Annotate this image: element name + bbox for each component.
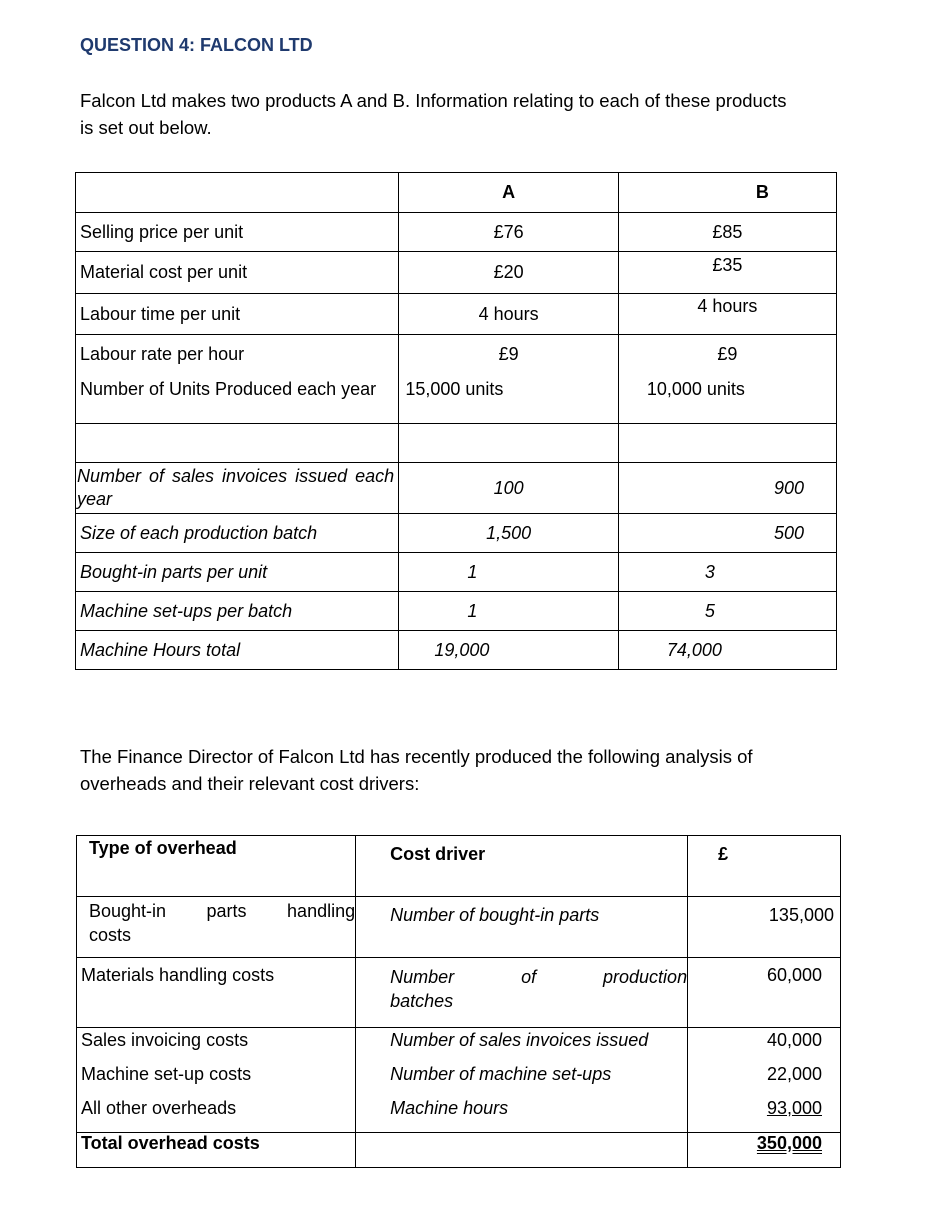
row-value-b: 74,000 (618, 631, 836, 670)
row-value-b: £35 (618, 252, 836, 294)
table-spacer-row (76, 424, 837, 463)
table-row (76, 294, 837, 335)
row-label: Selling price per unit (76, 213, 399, 252)
row-value-a: £20 (399, 252, 618, 294)
row-value-a: 4 hours (399, 294, 618, 335)
row-cost-driver: Number of bought-in parts (356, 897, 688, 958)
row-value-b: £85 (618, 213, 836, 252)
table-row (76, 592, 837, 631)
row-overhead-type: Machine set-up costs (77, 1064, 356, 1098)
row-label: Machine Hours total (76, 631, 399, 670)
table-total-row (77, 1133, 841, 1168)
header-product-b: B (618, 173, 836, 213)
row-value-b: 4 hours (618, 294, 836, 335)
row-label: Number of sales invoices issued each year (76, 463, 399, 514)
row-label: Size of each production batch (76, 514, 399, 553)
table-row (76, 514, 837, 553)
row-value-a: 100 (399, 463, 618, 514)
row-overhead-type: Materials handling costs (77, 958, 356, 1028)
row-amount: 40,000 (688, 1028, 841, 1065)
row-amount (688, 1098, 841, 1133)
row-value-b: £9 (618, 335, 836, 374)
table-row (76, 213, 837, 252)
header-cost-driver: Cost driver (356, 836, 688, 897)
intro-paragraph: Falcon Ltd makes two products A and B. Information relating to each of these products is set out below. (80, 90, 787, 138)
row-value-a: 1,500 (399, 514, 618, 553)
table-row (76, 252, 837, 294)
overheads-table (76, 835, 841, 1168)
table-row (77, 1064, 841, 1098)
row-label: Labour time per unit (76, 294, 399, 335)
row-value-b: 10,000 units (618, 373, 836, 424)
row-overhead-type: Bought-in parts handling costs (77, 897, 356, 958)
table-row (76, 463, 837, 514)
row-value-b: 3 (618, 553, 836, 592)
header-blank (76, 173, 399, 213)
header-product-a: A (399, 173, 618, 213)
product-info-table (75, 172, 837, 670)
row-value-a: 1 (399, 553, 618, 592)
row-cost-driver: Number of production batches (356, 958, 688, 1028)
row-label: Material cost per unit (76, 252, 399, 294)
header-pound: £ (688, 836, 841, 897)
table-header-row (77, 836, 841, 897)
row-value-a: 1 (399, 592, 618, 631)
row-value-b: 900 (618, 463, 836, 514)
row-amount: 22,000 (688, 1064, 841, 1098)
row-value-a: £9 (399, 335, 618, 374)
row-overhead-type: All other overheads (77, 1098, 356, 1133)
row-overhead-type: Sales invoicing costs (77, 1028, 356, 1065)
page-title: QUESTION 4: FALCON LTD (80, 35, 313, 55)
row-value-b: 5 (618, 592, 836, 631)
row-label: Number of Units Produced each year (76, 373, 399, 424)
overheads-paragraph: The Finance Director of Falcon Ltd has recently produced the following analysis of overheads and their relevant cost drivers: (80, 746, 753, 794)
row-cost-driver: Number of machine set-ups (356, 1064, 688, 1098)
row-amount-value: 93,000 (766, 1098, 822, 1118)
row-value-a: 19,000 (399, 631, 618, 670)
table-row (76, 553, 837, 592)
table-row (76, 631, 837, 670)
row-amount: 135,000 (688, 897, 841, 958)
table-row (76, 335, 837, 374)
table-row (77, 1028, 841, 1065)
row-label: Labour rate per hour (76, 335, 399, 374)
table-header-row (76, 173, 837, 213)
header-overhead-type: Type of overhead (77, 836, 356, 897)
row-label: Machine set-ups per batch (76, 592, 399, 631)
row-cost-driver: Number of sales invoices issued (356, 1028, 688, 1065)
total-label: Total overhead costs (77, 1133, 356, 1168)
total-amount (688, 1133, 841, 1168)
row-value-a: 15,000 units (399, 373, 618, 424)
row-cost-driver: Machine hours (356, 1098, 688, 1133)
row-label: Bought-in parts per unit (76, 553, 399, 592)
row-value-b: 500 (618, 514, 836, 553)
total-amount-value: 350,000 (756, 1133, 822, 1153)
row-value-a: £76 (399, 213, 618, 252)
table-row (77, 1098, 841, 1133)
table-row (76, 373, 837, 424)
row-amount: 60,000 (688, 958, 841, 1028)
table-row (77, 958, 841, 1028)
table-row (77, 897, 841, 958)
